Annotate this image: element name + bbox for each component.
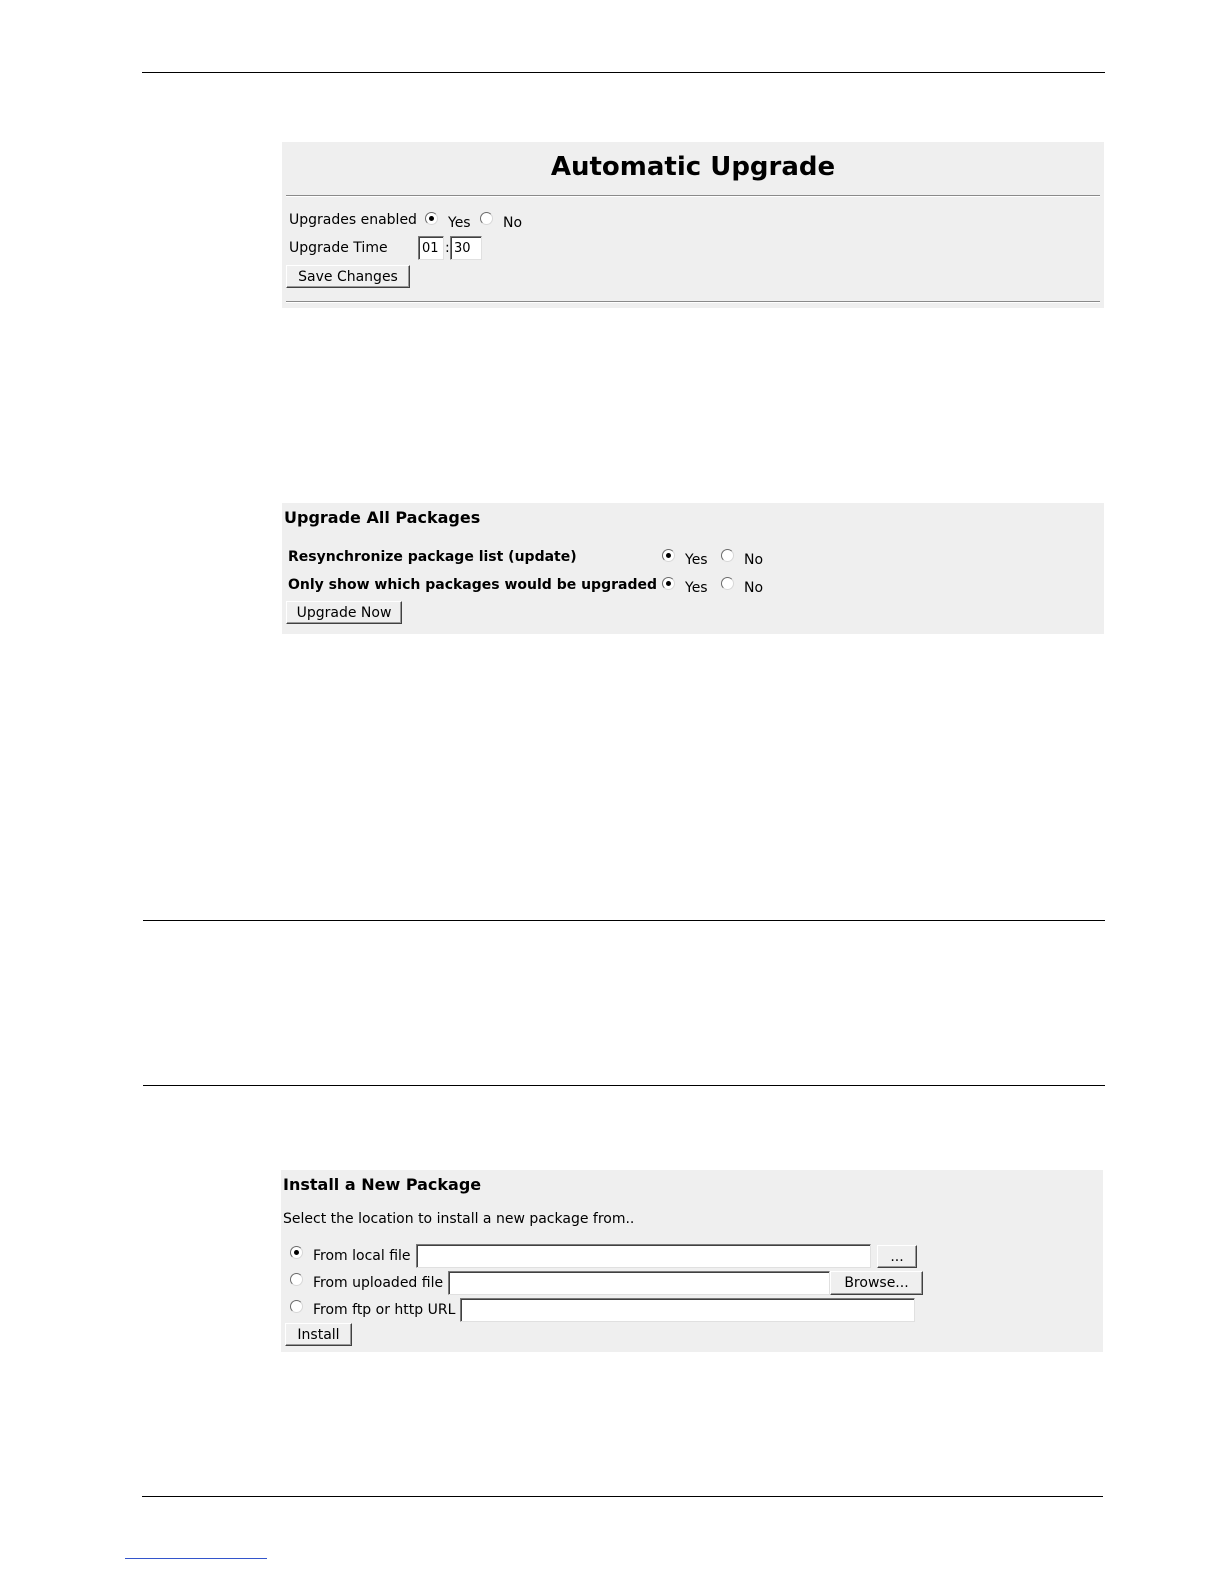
- upgrade-time-separator: :: [445, 240, 450, 256]
- automatic-upgrade-title: Automatic Upgrade: [550, 152, 836, 182]
- header-rule: [142, 72, 1105, 73]
- show-only-no-radio[interactable]: [721, 577, 734, 590]
- uploaded-file-input[interactable]: [448, 1271, 830, 1295]
- install-package-panel: [281, 1170, 1103, 1352]
- url-input[interactable]: [460, 1298, 915, 1322]
- show-only-no-label: No: [744, 580, 764, 596]
- upgrades-enabled-yes-radio[interactable]: [425, 212, 438, 225]
- install-description: Select the location to install a new package from..: [283, 1211, 635, 1227]
- show-only-label: Only show which packages would be upgraded: [288, 577, 657, 593]
- uploaded-file-radio[interactable]: [290, 1273, 303, 1286]
- section-rule-1: [143, 920, 1105, 921]
- save-changes-button[interactable]: Save Changes: [286, 265, 410, 288]
- show-only-yes-radio[interactable]: [662, 577, 675, 590]
- uploaded-file-label: From uploaded file: [313, 1275, 444, 1291]
- local-file-input[interactable]: [416, 1244, 871, 1268]
- upgrade-now-button[interactable]: Upgrade Now: [286, 601, 402, 624]
- automatic-upgrade-panel: [282, 142, 1104, 308]
- upgrade-time-label: Upgrade Time: [289, 240, 388, 256]
- url-radio[interactable]: [290, 1300, 303, 1313]
- resync-yes-radio[interactable]: [662, 549, 675, 562]
- install-button[interactable]: Install: [285, 1323, 352, 1346]
- local-file-label: From local file: [313, 1248, 411, 1264]
- install-title: Install a New Package: [283, 1175, 482, 1194]
- resync-label: Resynchronize package list (update): [288, 549, 577, 565]
- local-file-browse-button[interactable]: ...: [877, 1245, 917, 1268]
- footnote-link-rule: [125, 1558, 267, 1559]
- show-only-yes-label: Yes: [685, 580, 708, 596]
- url-label: From ftp or http URL: [313, 1302, 456, 1318]
- upgrades-enabled-yes-label: Yes: [448, 215, 471, 231]
- upgrade-time-minute-input[interactable]: [450, 236, 482, 260]
- footer-rule: [142, 1496, 1103, 1497]
- bottom-separator: [286, 301, 1100, 303]
- uploaded-file-browse-button[interactable]: Browse...: [830, 1271, 923, 1295]
- resync-yes-label: Yes: [685, 552, 708, 568]
- upgrade-all-title: Upgrade All Packages: [284, 508, 481, 527]
- upgrade-all-packages-panel: [282, 503, 1104, 634]
- resync-no-radio[interactable]: [721, 549, 734, 562]
- local-file-radio[interactable]: [290, 1246, 303, 1259]
- upgrades-enabled-no-radio[interactable]: [480, 212, 493, 225]
- upgrades-enabled-no-label: No: [503, 215, 523, 231]
- title-separator: [286, 195, 1100, 197]
- upgrade-time-hour-input[interactable]: [418, 236, 444, 260]
- upgrades-enabled-label: Upgrades enabled: [289, 212, 417, 228]
- section-rule-2: [143, 1085, 1105, 1086]
- resync-no-label: No: [744, 552, 764, 568]
